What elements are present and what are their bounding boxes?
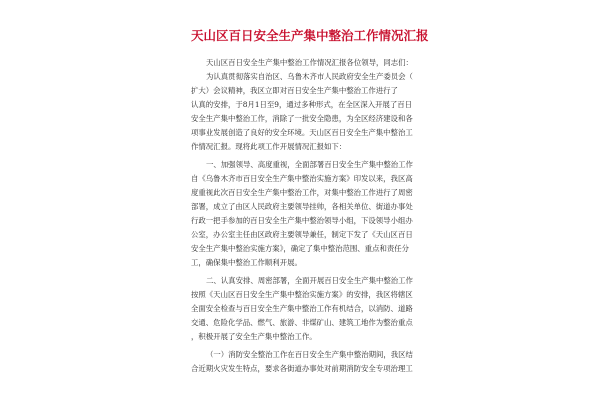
- section-heading-line: 一、加强领导、高度重视，全面部署百日安全生产集中整治工作: [206, 160, 413, 169]
- paragraph-line: 安全生产集中整治实施方案》，确定了集中整治范围、重点和责任分: [191, 244, 410, 253]
- paragraph-line: ，积极开展了安全生产集中整治工作。: [191, 332, 317, 341]
- paragraph-line: 全面安全检查与百日安全生产集中整治工作有机结合，以消防、道路: [191, 304, 413, 313]
- document-body: [191, 56, 427, 376]
- paragraph-line: 作情况汇报。现将此项工作开展情况汇报如下：: [191, 142, 347, 151]
- paragraph-line: 部署，成立了由区人民政府主要领导挂帅，各相关单位、街道办事处: [191, 202, 413, 211]
- paragraph-line: 扩大）会议精神，我区立即对百日安全生产集中整治工作进行了: [191, 86, 398, 95]
- subsection-line: （一）消防安全整治工作在百日安全生产集中整治期间，我区结: [206, 350, 413, 359]
- paragraph-line: 自《乌鲁木齐市百日安全生产集中整治实施方案》印发以来，我区高: [191, 174, 413, 183]
- paragraph-line: 按照《天山区百日安全生产集中整治实施方案》的安排，我区将辖区: [191, 290, 413, 299]
- paragraph-line: 天山区百日安全生产集中整治工作情况汇报各位领导，同志们：: [206, 58, 413, 67]
- paragraph-line: 为认真贯彻落实自治区、乌鲁木齐市人民政府安全生产委员会（: [206, 72, 413, 81]
- document-title: 天山区百日安全生产集中整治工作情况汇报: [191, 28, 429, 43]
- paragraph-line: 交通、危险化学品、燃气、旅游、非煤矿山、建筑工地作为整治重点: [191, 318, 413, 327]
- paragraph-line: 工，确保集中整治工作顺利开展。: [191, 258, 302, 267]
- paragraph-line: 度重视此次百日安全生产集中整治工作，对集中整治工作进行了周密: [191, 188, 413, 197]
- section-heading-line: 二、认真安排、周密部署，全面开展百日安全生产集中整治工作: [206, 276, 413, 285]
- paragraph-line: 认真的安排，于8月1日至9，通过多种形式，在全区深入开展了百日: [191, 100, 413, 109]
- document-sheet: [191, 28, 427, 376]
- paragraph-line: 安全生产集中整治工作，消除了一批安全隐患，为全区经济建设和各: [191, 114, 413, 123]
- paragraph-line: 公室，办公室主任由区政府主要领导兼任，制定下发了《天山区百日: [191, 230, 413, 239]
- paragraph-line: 合近期火灾发生特点，要求各街道办事处对前期消防安全专项治理工: [191, 364, 413, 373]
- paragraph-line: 项事业发展创造了良好的安全环境。天山区百日安全生产集中整治工: [191, 128, 413, 137]
- paragraph-line: 行政一把手参加的百日安全生产集中整治领导小组，下设领导小组办: [191, 216, 413, 225]
